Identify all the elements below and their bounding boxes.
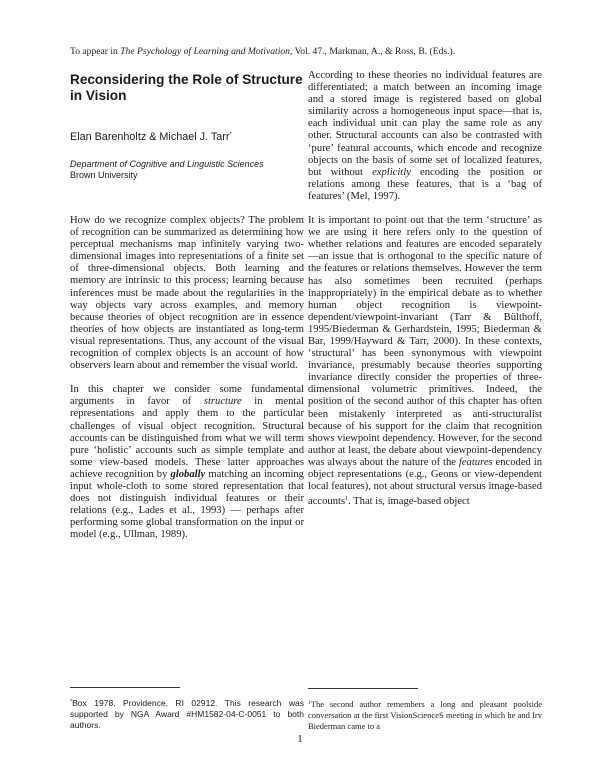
author-line bbox=[70, 129, 304, 144]
left-p2-part-a: In this chapter we consider some fundamental arguments in favor of bbox=[70, 384, 304, 408]
left-p2-emphasis-globally: globally bbox=[170, 468, 206, 480]
department: Department of Cognitive and Linguistic Sciences bbox=[70, 159, 264, 169]
footnote-left-mark: * bbox=[70, 699, 73, 705]
paper-title: Reconsidering the Role of Structure in Vision bbox=[70, 72, 303, 103]
running-head-journal: The Psychology of Learning and Motivation bbox=[120, 46, 290, 57]
footnote-ref-1[interactable]: 1 bbox=[345, 496, 349, 503]
right-p1-emphasis-explicitly: explicitly bbox=[372, 166, 411, 178]
running-head-suffix: , Vol. 47., Markman, A., & Ross, B. (Eds.). bbox=[289, 46, 456, 57]
running-head-prefix: To appear in bbox=[70, 46, 121, 57]
right-paragraph-1 bbox=[308, 70, 542, 203]
footnote-left-text bbox=[70, 697, 304, 731]
footnote-rule bbox=[70, 687, 180, 688]
right-p2-part-b: encoded in object representations (e.g., Geons or view-dependent local features), not about structural versus image-based accounts bbox=[308, 456, 542, 508]
affiliation bbox=[70, 159, 304, 181]
right-column bbox=[308, 70, 542, 508]
footnote-right-mark: 1 bbox=[308, 700, 311, 706]
footnote-rule bbox=[308, 688, 418, 689]
left-paragraph-2 bbox=[70, 384, 304, 541]
university: Brown University bbox=[70, 170, 138, 180]
footnote-right bbox=[308, 688, 542, 732]
right-paragraph-2 bbox=[308, 215, 542, 508]
right-p1-part-a: According to these theories no individual features are differentiated; a match between an incoming image and a stored image is registered based on global similarity across a homogeneous input space—that is, each individual unit can play the same role as any other. Structural accounts can also be contrasted with ‘pure’ featural accounts, which encode and recognize objects on the basis of some set of localized features, but without bbox=[308, 70, 542, 178]
running-head bbox=[70, 46, 540, 58]
left-column bbox=[70, 70, 304, 541]
left-p2-emphasis-structure: structure bbox=[203, 396, 242, 408]
left-paragraph-1: How do we recognize complex objects? The problem of recognition can be summarized as determining how perceptual mechanisms map infinitely varying two-dimensional images into representations of a finite set of three-dimensional objects. Both learning and memory are intrinsic to this process; learning because inferences must be made about the regularities in the way objects vary across examples, and memory because theories of object recognition are in essence theories of how objects are instantiated as long-term visual representations. Thus, any account of the visual recognition of complex objects is an account of how observers learn about and remember the visual world. bbox=[70, 215, 304, 372]
right-p2-emphasis-features: features bbox=[458, 456, 493, 468]
footnote-right-body: The second author remembers a long and pleasant poolside conversation at the first VisionScienceS meeting in which he and Irv Biederman came to a bbox=[308, 699, 542, 731]
left-p2-part-c: matching an incoming input whole-cloth to some stored representation that does not distinguish individual features or their relations (e.g., Lades et al., 1993) — perhaps after performing some global transformation on the input or model (e.g., Ullman, 1989). bbox=[70, 468, 304, 541]
footnote-left bbox=[70, 687, 304, 731]
footnote-right-text bbox=[308, 698, 542, 732]
authors: Elan Barenholtz & Michael J. Tarr bbox=[70, 131, 230, 143]
right-p2-part-c: . That is, image-based object bbox=[348, 496, 470, 508]
footnote-left-body: Box 1978, Providence, RI 02912. This research was supported by NGA Award #HM1582-04-C-0051 to both authors. bbox=[70, 698, 304, 730]
right-p2-part-a: It is important to point out that the term ‘structure’ as we are using it here refers only to the question of whether relations and features are encoded separately—an issue that is orthogonal to the specific nature of the features or relations themselves. However the term has also sometimes been recruited (perhaps inappropriately) in the empirical debate as to whether human object recognition is viewpoint-dependent/viewpoint-invariant (Tarr & Bülthoff, 1995/Biederman & Gerhardstein, 1995; Biederman & Bar, 1999/Hayward & Tarr, 2000). In these contexts, ‘structural’ has been synonymous with viewpoint invariance, presumably because theories supporting invariance directly consider the properties of three-dimensional volumetric primitives. Indeed, the position of the second author of this chapter has often been mistakenly interpreted as anti-structuralist because of his support for the claim that recognition shows viewpoint dependency. However, for the second author at least, the debate about viewpoint-dependency was always about the nature of the bbox=[308, 215, 542, 468]
right-p1-part-b: encoding the position or relations among these features, that is a ‘bag of features’ (Mel, 1997). bbox=[308, 166, 542, 202]
left-p2-part-b: in mental representations and apply them to the particular challenges of visual object recognition. Structural accounts can be distinguished from what we will term pure ‘holistic’ accounts such as simple template and some view-based models. These latter approaches achieve recognition by bbox=[70, 396, 304, 480]
page-number: 1 bbox=[297, 733, 303, 745]
author-footnote-mark: * bbox=[229, 132, 232, 138]
